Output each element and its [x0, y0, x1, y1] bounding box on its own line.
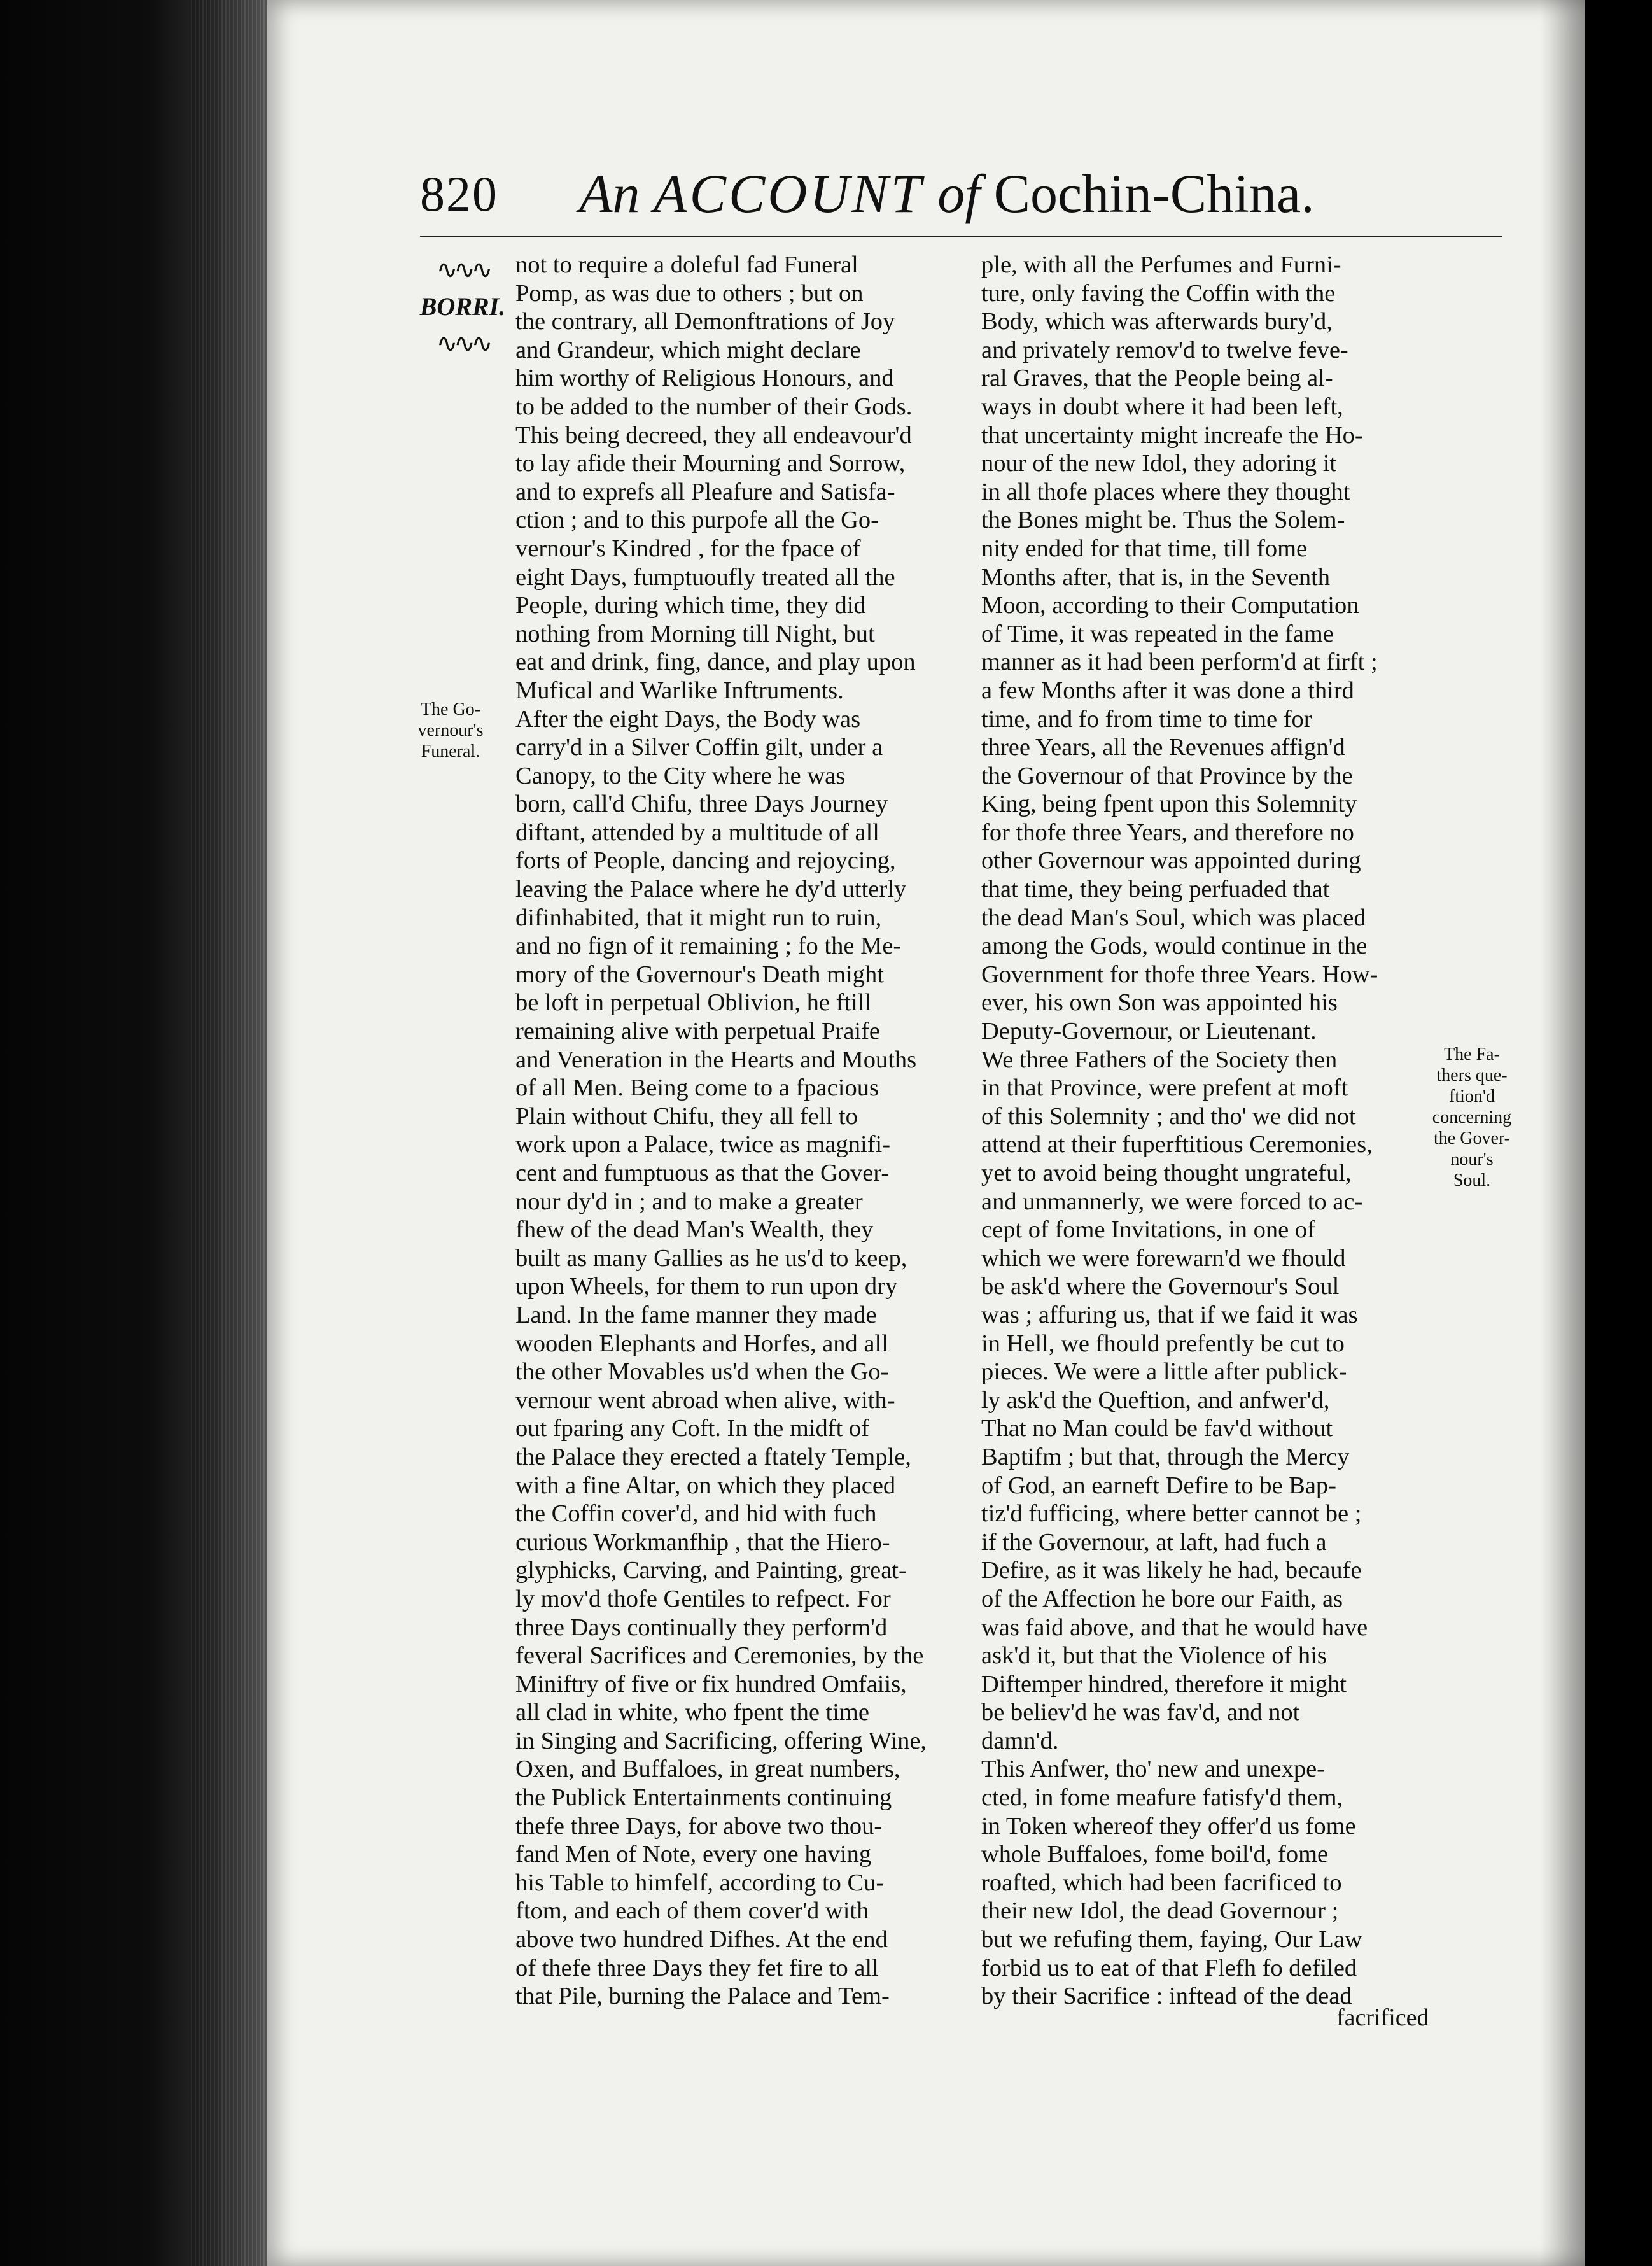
text-line: remaining alive with perpetual Praife — [515, 1018, 881, 1045]
sidenote-line: thers que- — [1436, 1066, 1508, 1085]
text-line: cent and fumptuous as that the Gover- — [515, 1160, 890, 1186]
text-line: yet to avoid being thought ungrateful, — [981, 1160, 1352, 1186]
text-line: vernour's Kindred , for the fpace of — [515, 535, 861, 562]
title-main: ACCOUNT — [654, 163, 924, 224]
text-line: to be added to the number of their Gods. — [515, 393, 913, 420]
text-line: pieces. We were a little after publick- — [981, 1358, 1347, 1386]
sidenote-line: nour's Soul. — [1450, 1150, 1494, 1190]
text-line: wooden Elephants and Horfes, and all — [515, 1330, 888, 1357]
text-line: Miniftry of five or fix hundred Omfaiis, — [515, 1670, 907, 1698]
sidenote-line: The Go- — [420, 700, 481, 719]
text-line: glyphicks, Carving, and Painting, great- — [515, 1557, 907, 1584]
text-line: upon Wheels, for them to run upon dry — [515, 1273, 898, 1300]
text-line: and no fign of it remaining ; fo the Me- — [515, 932, 902, 960]
text-line: of Time, it was repeated in the fame — [981, 620, 1334, 647]
text-line: the Palace they erected a ftately Temple, — [515, 1443, 911, 1470]
book-page — [267, 0, 1585, 2266]
text-line: Diftemper hindred, therefore it might — [981, 1670, 1347, 1698]
text-line: his Table to himfelf, according to Cu- — [515, 1869, 885, 1896]
text-line: Oxen, and Buffaloes, in great numbers, — [515, 1756, 900, 1783]
text-column-left — [515, 251, 948, 2011]
text-line: whole Buffaloes, fome boil'd, fome — [981, 1841, 1329, 1868]
text-line: above two hundred Difhes. At the end — [515, 1926, 888, 1953]
book-spine-edge — [0, 0, 274, 2266]
text-line: mory of the Governour's Death might — [515, 961, 884, 988]
text-line: that uncertainty might increafe the Ho- — [981, 421, 1363, 449]
sidenote-governours-funeral — [412, 699, 489, 762]
page-number: 820 — [420, 166, 498, 222]
sidenote-line: vernour's — [417, 721, 484, 740]
text-line: three Days continually they perform'd — [515, 1614, 888, 1641]
catchword: facrificed — [1336, 2004, 1429, 2031]
text-line: ction ; and to this purpofe all the Go- — [515, 507, 879, 534]
text-line: and to exprefs all Pleafure and Satisfa- — [515, 478, 895, 505]
page-header — [420, 158, 1489, 228]
text-line: This Anfwer, tho' new and unexpe- — [981, 1756, 1325, 1783]
text-line: eight Days, fumptuoufly treated all the — [515, 563, 895, 591]
text-line: Plain without Chifu, they all fell to — [515, 1102, 858, 1130]
text-line: Deputy-Governour, or Lieutenant. — [981, 1018, 1317, 1045]
text-line: all clad in white, who fpent the time — [515, 1699, 869, 1726]
text-line: ask'd it, but that the Violence of his — [981, 1642, 1327, 1670]
text-line: three Years, all the Revenues affign'd — [981, 734, 1345, 761]
sidenote-line: The Fa- — [1444, 1045, 1500, 1064]
text-line: work upon a Palace, twice as magnifi- — [515, 1131, 891, 1158]
text-line: born, call'd Chifu, three Days Journey — [515, 791, 888, 818]
text-line: nity ended for that time, till fome — [981, 535, 1308, 562]
text-line: in Token whereof they offer'd us fome — [981, 1812, 1356, 1840]
text-line: be believ'd he was fav'd, and not — [981, 1699, 1300, 1726]
sidenote-line: Funeral. — [421, 742, 480, 761]
text-line: was faid above, and that he would have — [981, 1614, 1368, 1641]
text-line: forbid us to eat of that Flefh fo defiled — [981, 1954, 1357, 1981]
text-line: fand Men of Note, every one having — [515, 1841, 872, 1868]
text-line: the Publick Entertainments continuing — [515, 1784, 892, 1812]
text-line: diftant, attended by a multitude of all — [515, 819, 879, 846]
text-line: time, and fo from time to time for — [981, 705, 1312, 733]
text-line: eat and drink, fing, dance, and play upon — [515, 649, 916, 676]
text-line: the Governour of that Province by the — [981, 762, 1353, 789]
top-swash: ∿∿∿ — [436, 255, 489, 284]
text-line: and unmannerly, we were forced to ac- — [981, 1188, 1363, 1215]
text-line: not to require a doleful fad Funeral — [515, 251, 858, 278]
text-line: with a fine Altar, on which they placed — [515, 1472, 896, 1499]
text-line: leaving the Palace where he dy'd utterly — [515, 876, 907, 903]
text-line: ral Graves, that the People being al- — [981, 365, 1333, 392]
text-line: carry'd in a Silver Coffin gilt, under a — [515, 734, 883, 761]
text-line: of this Solemnity ; and tho' we did not — [981, 1102, 1356, 1130]
text-line: by their Sacrifice : inftead of the dead — [981, 1983, 1352, 2010]
text-line: tiz'd fufficing, where better cannot be ; — [981, 1500, 1362, 1528]
text-line: of God, an earneft Defire to be Bap- — [981, 1472, 1337, 1499]
text-line: fhew of the dead Man's Wealth, they — [515, 1216, 874, 1244]
text-line: for thofe three Years, and therefore no — [981, 819, 1354, 846]
text-line: ftom, and each of them cover'd with — [515, 1897, 869, 1925]
text-line: and Veneration in the Hearts and Mouths — [515, 1046, 917, 1073]
text-line: Body, which was afterwards bury'd, — [981, 308, 1333, 335]
text-line: People, during which time, they did — [515, 592, 866, 619]
author-mark: BORRI. — [419, 292, 506, 321]
text-line: Government for thofe three Years. How- — [981, 961, 1378, 988]
text-line: Moon, according to their Computation — [981, 592, 1359, 619]
sidenote-line: the Gover- — [1434, 1129, 1510, 1148]
text-line: that Pile, burning the Palace and Tem- — [515, 1983, 890, 2010]
text-line: out fparing any Coft. In the midft of — [515, 1415, 869, 1442]
text-line: the other Movables us'd when the Go- — [515, 1358, 889, 1386]
sidenote-fathers-questioned — [1431, 1044, 1513, 1191]
text-line: their new Idol, the dead Governour ; — [981, 1897, 1339, 1925]
text-line: be loft in perpetual Oblivion, he ftill — [515, 989, 872, 1017]
text-line: Pomp, as was due to others ; but on — [515, 279, 864, 307]
text-line: the dead Man's Soul, which was placed — [981, 904, 1366, 931]
text-line: in all thofe places where they thought — [981, 478, 1350, 505]
running-title — [579, 162, 1315, 225]
header-rule — [420, 236, 1502, 237]
text-line: in Singing and Sacrificing, offering Wine, — [515, 1727, 927, 1754]
sidenote-line: concerning — [1432, 1108, 1512, 1127]
text-line: cted, in fome meafure fatisfy'd them, — [981, 1784, 1343, 1812]
text-line: That no Man could be fav'd without — [981, 1415, 1333, 1442]
text-line: a few Months after it was done a third — [981, 677, 1354, 704]
text-column-right — [981, 251, 1427, 2011]
text-line: nothing from Morning till Night, but — [515, 620, 875, 647]
text-line: cept of fome Invitations, in one of — [981, 1216, 1315, 1244]
text-line: be ask'd where the Governour's Soul — [981, 1273, 1340, 1300]
title-of: of — [937, 163, 981, 224]
text-line: of thefe three Days they fet fire to all — [515, 1954, 879, 1981]
page-shadow — [1540, 0, 1585, 2266]
bottom-swash: ∿∿∿ — [436, 329, 489, 358]
text-line: the Coffin cover'd, and hid with fuch — [515, 1500, 877, 1528]
text-line: Canopy, to the City where he was — [515, 762, 846, 789]
text-line: the Bones might be. Thus the Solem- — [981, 507, 1345, 534]
text-line: curious Workmanfhip , that the Hiero- — [515, 1528, 890, 1556]
text-line: which we were forewarn'd we fhould — [981, 1244, 1346, 1272]
text-line: but we refufing them, faying, Our Law — [981, 1926, 1362, 1953]
text-line: that time, they being perfuaded that — [981, 876, 1330, 903]
text-line: to lay afide their Mourning and Sorrow, — [515, 450, 906, 477]
text-line: in that Province, were prefent at moft — [981, 1074, 1348, 1102]
text-line: difinhabited, that it might run to ruin, — [515, 904, 882, 931]
sidenote-line: ftion'd — [1449, 1087, 1495, 1106]
text-line: manner as it had been perform'd at firft ; — [981, 649, 1378, 676]
text-line: vernour went abroad when alive, with- — [515, 1386, 895, 1414]
title-place: Cochin-China. — [993, 163, 1315, 224]
author-ornament — [415, 251, 510, 362]
text-line: and Grandeur, which might declare — [515, 336, 861, 363]
text-line: the contrary, all Demonftrations of Joy — [515, 308, 895, 335]
text-line: of the Affection he bore our Faith, as — [981, 1585, 1343, 1612]
text-line: of all Men. Being come to a fpacious — [515, 1074, 879, 1102]
text-line: Defire, as it was likely he had, becaufe — [981, 1557, 1362, 1584]
text-line: other Governour was appointed during — [981, 847, 1361, 875]
text-line: and privately remov'd to twelve feve- — [981, 336, 1348, 363]
text-line: ever, his own Son was appointed his — [981, 989, 1338, 1017]
text-line: damn'd. — [981, 1727, 1059, 1754]
text-line: roafted, which had been facrificed to — [981, 1869, 1342, 1896]
text-line: ly mov'd thofe Gentiles to refpect. For — [515, 1585, 891, 1612]
text-line: feveral Sacrifices and Ceremonies, by the — [515, 1642, 924, 1670]
text-line: Mufical and Warlike Inftruments. — [515, 677, 844, 704]
text-line: built as many Gallies as he us'd to keep, — [515, 1244, 907, 1272]
text-line: him worthy of Religious Honours, and — [515, 365, 894, 392]
text-line: Baptifm ; but that, through the Mercy — [981, 1443, 1350, 1470]
text-line: This being decreed, they all endeavour'd — [515, 421, 912, 449]
title-prefix: An — [579, 163, 640, 224]
text-line: nour of the new Idol, they adoring it — [981, 450, 1337, 477]
text-line: if the Governour, at laft, had fuch a — [981, 1528, 1327, 1556]
text-line: Months after, that is, in the Seventh — [981, 563, 1331, 591]
text-line: nour dy'd in ; and to make a greater — [515, 1188, 863, 1215]
text-line: King, being fpent upon this Solemnity — [981, 791, 1357, 818]
text-line: was ; affuring us, that if we faid it was — [981, 1301, 1358, 1328]
text-line: thefe three Days, for above two thou- — [515, 1812, 883, 1840]
text-line: ture, only faving the Coffin with the — [981, 279, 1336, 307]
text-line: Land. In the fame manner they made — [515, 1301, 877, 1328]
text-line: forts of People, dancing and rejoycing, — [515, 847, 896, 875]
text-line: After the eight Days, the Body was — [515, 705, 861, 733]
text-line: ly ask'd the Queftion, and anfwer'd, — [981, 1386, 1330, 1414]
text-line: We three Fathers of the Society then — [981, 1046, 1338, 1073]
text-line: ways in doubt where it had been left, — [981, 393, 1343, 420]
scan-background — [1582, 0, 1652, 2266]
text-line: in Hell, we fhould prefently be cut to — [981, 1330, 1345, 1357]
text-line: ple, with all the Perfumes and Furni- — [981, 251, 1341, 278]
text-line: attend at their fuperftitious Ceremonies, — [981, 1131, 1373, 1158]
text-line: among the Gods, would continue in the — [981, 932, 1368, 960]
